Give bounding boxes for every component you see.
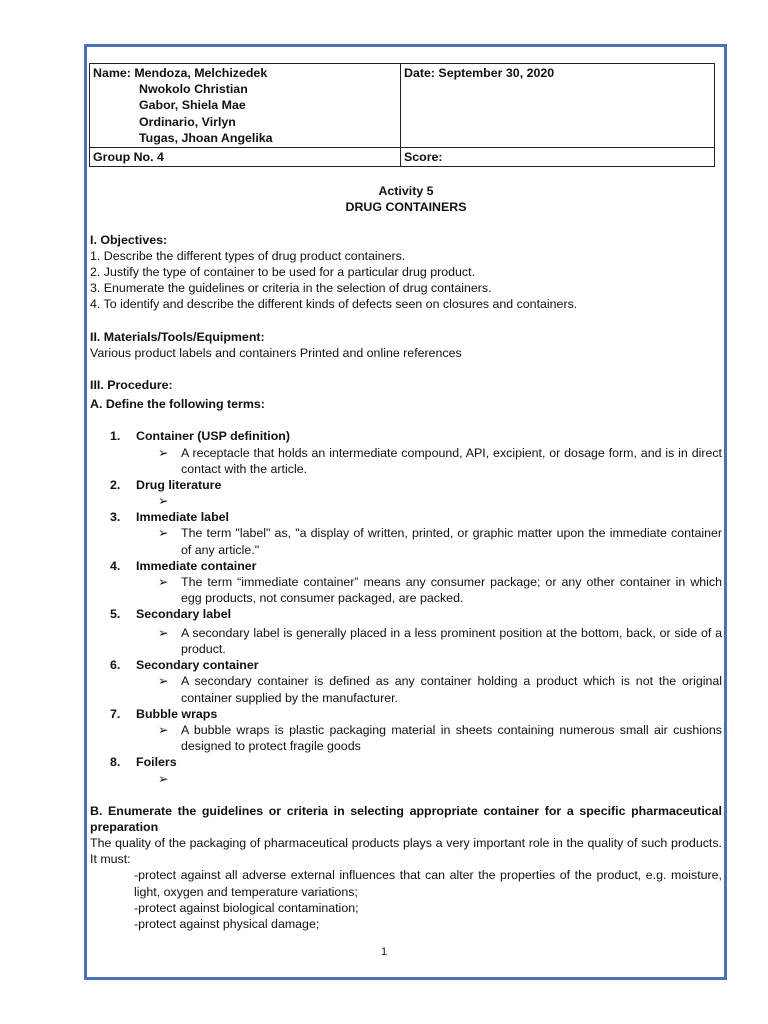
list-item xyxy=(90,477,722,509)
term-definition: The term "label" as, "a display of written, printed, or graphic matter upon the immediate container of any article." xyxy=(181,526,722,557)
term-title: Container (USP definition) xyxy=(136,429,290,444)
term-number: 8. xyxy=(110,755,121,770)
term-definition: A secondary container is defined as any container holding a product which is not the original container supplied by the manufacturer. xyxy=(181,674,722,705)
header-table xyxy=(89,63,715,167)
page-number: 1 xyxy=(380,946,388,958)
arrow-bullet-icon: ➢ xyxy=(158,445,169,460)
term-definition: A bubble wraps is plastic packaging material in sheets containing numerous small air cushions designed to protect fragile goods xyxy=(181,722,722,754)
term-number: 6. xyxy=(110,658,121,673)
arrow-bullet-icon: ➢ xyxy=(158,771,169,786)
member-name: Nwokolo Christian xyxy=(139,82,248,97)
term-title: Foilers xyxy=(136,755,177,770)
list-item xyxy=(90,428,722,477)
list-item xyxy=(90,606,722,657)
arrow-bullet-icon: ➢ xyxy=(158,674,169,689)
member-name: Gabor, Shiela Mae xyxy=(139,98,246,113)
term-number: 2. xyxy=(110,478,121,493)
score-cell: Score: xyxy=(401,148,715,167)
term-definition: The term “immediate container” means any consumer package; or any other container in which egg products, not consumer packaged, are packed. xyxy=(181,575,722,606)
document-body xyxy=(90,63,722,932)
list-item xyxy=(90,754,722,786)
term-number: 1. xyxy=(110,429,121,444)
objective-item: 4. To identify and describe the different kinds of defects seen on closures and containers. xyxy=(90,297,578,312)
group-cell: Group No. 4 xyxy=(90,148,401,167)
term-title: Immediate label xyxy=(136,510,229,525)
criteria-item: -protect against physical damage; xyxy=(134,916,320,931)
arrow-bullet-icon: ➢ xyxy=(158,722,169,737)
page-title: DRUG CONTAINERS xyxy=(345,200,467,215)
list-item xyxy=(90,509,722,558)
arrow-bullet-icon: ➢ xyxy=(158,625,169,640)
section-b-heading: B. Enumerate the guidelines or criteria in selecting appropriate container for a specific pharmaceutical preparation xyxy=(90,803,722,834)
criteria-item: -protect against all adverse external influences that can alter the properties of the product, e.g. moisture, light, oxygen and temperature variations; xyxy=(134,868,722,899)
term-title: Immediate container xyxy=(136,558,257,573)
term-title: Secondary label xyxy=(136,607,232,622)
term-title: Drug literature xyxy=(136,478,222,493)
objectives-heading: I. Objectives: xyxy=(90,232,168,247)
name-label: Name: xyxy=(93,66,131,80)
member-name: Ordinario, Virlyn xyxy=(139,114,236,129)
date-cell: Date: September 30, 2020 xyxy=(401,64,715,148)
member-name: Tugas, Jhoan Angelika xyxy=(139,130,273,145)
list-item xyxy=(90,558,722,607)
arrow-bullet-icon: ➢ xyxy=(158,575,169,590)
materials-heading: II. Materials/Tools/Equipment: xyxy=(90,329,265,344)
terms-list xyxy=(90,428,722,786)
objective-item: 1. Describe the different types of drug product containers. xyxy=(90,248,406,263)
procedure-subheading: A. Define the following terms: xyxy=(90,397,265,412)
term-title: Secondary container xyxy=(136,658,259,673)
term-title: Bubble wraps xyxy=(136,706,218,721)
term-number: 5. xyxy=(110,607,121,622)
member-name: Mendoza, Melchizedek xyxy=(134,66,268,80)
materials-text: Various product labels and containers Printed and online references xyxy=(90,345,462,360)
names-cell xyxy=(90,64,401,148)
term-number: 4. xyxy=(110,558,121,573)
objective-item: 3. Enumerate the guidelines or criteria in the selection of drug containers. xyxy=(90,281,492,296)
section-b-intro: The quality of the packaging of pharmaceutical products plays a very important role in the quality of such products. It must: xyxy=(90,835,722,867)
arrow-bullet-icon: ➢ xyxy=(158,526,169,541)
activity-number: Activity 5 xyxy=(378,184,434,199)
objective-item: 2. Justify the type of container to be used for a particular drug product. xyxy=(90,265,476,280)
term-definition: A secondary label is generally placed in a less prominent position at the bottom, back, or side of a product. xyxy=(181,625,722,656)
term-number: 7. xyxy=(110,706,121,721)
arrow-bullet-icon: ➢ xyxy=(158,494,169,509)
term-number: 3. xyxy=(110,510,121,525)
list-item xyxy=(90,706,722,755)
term-definition: A receptacle that holds an intermediate compound, API, excipient, or dosage form, and is in direct contact with the article. xyxy=(181,445,722,476)
procedure-heading: III. Procedure: xyxy=(90,378,173,393)
criteria-item: -protect against biological contamination; xyxy=(134,900,359,915)
list-item xyxy=(90,657,722,706)
